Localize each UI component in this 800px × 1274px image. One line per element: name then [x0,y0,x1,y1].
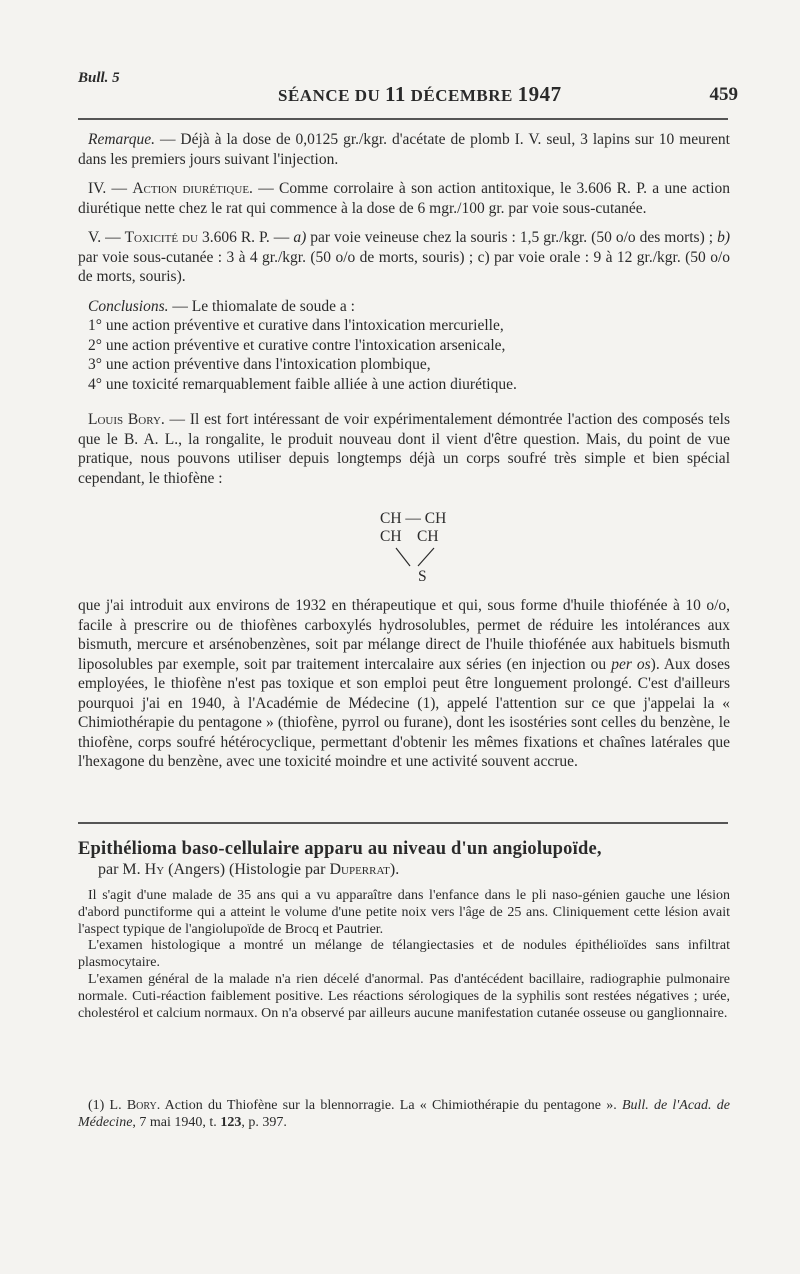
thiophene-formula [380,510,490,586]
page-number: 459 [709,84,738,105]
journal-label: Bull. 5 [78,70,120,86]
case-paragraph-3: L'examen général de la malade n'a rien décelé d'anormal. Pas d'antécédent bacillaire, radiographie pulmonaire normale. Cuti-réaction faiblement positive. Les réactions sérologiques de la syphilis sont restées négatives ; urée, cholestérol et calcium normaux. On n'a observé par ailleurs aucune manifestation cutanée osseuse ou ganglionnaire. [78,971,730,1021]
case-paragraph-2: L'examen histologique a montré un mélange de télangiectasies et de nodules épithélioïdes sans infiltrat plasmocytaire. [78,938,730,971]
article-title-block [78,838,730,880]
case-paragraph-1: Il s'agit d'une malade de 35 ans qui a vu apparaître dans l'enfance dans le pli naso-génien gauche une lésion d'abord punctiforme qui a atteint le volume d'une petite noix vers l'âge de 25 ans. Cliniquement cette lésion avait l'aspect typique de l'angiolupoïde de Brocq et Pautrier. [78,888,730,937]
formula-row-1: CH — CH [380,510,447,527]
conclusion-item: 3° une action préventive dans l'intoxication plombique, [88,356,431,373]
formula-sulfur: S [418,568,427,585]
seance-date: SÉANCE DU 11 DÉCEMBRE 1947 [278,82,562,106]
body-bory-2 [78,596,730,782]
formula-row-2: CH CH [380,528,439,545]
section-v-paragraph: V. — Toxicité du 3.606 R. P. — a) par voie veineuse chez la souris : 1,5 gr./kgr. (50 o/o des morts) ; b) par voie sous-cutanée : 3 à 4 gr./kgr. (50 o/o de morts, souris) ; c) par voie orale : 9 à 12 gr./kgr. (50 o/o de morts, souris). [78,229,730,285]
section-iv-paragraph: IV. — Action diurétique. — Comme corrolaire à son action antitoxique, le 3.606 R. P. a une action diurétique nette chez le rat qui commence à la dose de 6 mgr./100 gr. par voie sous-cutanée. [78,180,730,217]
section-rule [78,822,728,824]
case-report [78,888,730,1022]
body-top [78,130,730,498]
bory-continuation: que j'ai introduit aux environs de 1932 en thérapeutique et qui, sous forme d'huile thiofénée à 10 o/o, facile à prescrire ou de thiofènes carboxylés hydrosolubles, permet de réduire les intolérances aux bismuth, mercure et arsénobenzènes, soit par mélange direct de l'huile thiofénée aux habituels bismuth liposolubles par exemple, soit par traitement intercalaire aux séries (en injection ou per os). Aux doses employées, le thiofène n'est pas toxique et son emploi peut être longuement prolongé. C'est d'ailleurs pourquoi j'ai en 1940, à l'Académie de Médecine (1), appelé l'attention sur ce que j'appelai la « Chimiothérapie du pentagone » (thiofène, pyrrol ou furane), dont les isostéries sont celles du benzène, le thiofène, corps soufré hétérocyclique, permettant d'obtenir les mêmes fixations et chaînes latérales que l'hexagone du benzène, avec une toxicité moindre et une activité souvent accrue. [78,597,731,770]
footnote-text: (1) L. Bory. Action du Thiofène sur la blennorragie. La « Chimiothérapie du pentagone ». Bull. de l'Acad. de Médecine, 7 mai 1940, t. 123, p. 397. [78,1098,730,1130]
conclusions-block [78,297,730,395]
conclusion-item: 2° une action préventive et curative contre l'intoxication arsenicale, [88,336,506,354]
formula-bonds [380,546,440,568]
conclusion-item: 4° une toxicité remarquablement faible alliée à une action diurétique. [88,375,517,393]
footnote [78,1098,730,1132]
article-byline: par M. Hy (Angers) (Histologie par Duperrat). [98,861,400,878]
running-head [78,70,738,106]
conclusions-intro: Conclusions. — Le thiomalate de soude a : [88,297,355,315]
article-title: Epithélioma baso-cellulaire apparu au niveau d'un angiolupoïde, [78,839,602,859]
conclusion-item: 1° une action préventive et curative dans l'intoxication mercurielle, [88,317,504,334]
remarque-paragraph: Remarque. — Déjà à la dose de 0,0125 gr./kgr. d'acétate de plomb I. V. seul, 3 lapins sur 10 meurent dans les premiers jours suivant l'injection. [78,131,730,168]
bory-paragraph: Louis Bory. — Il est fort intéressant de voir expérimentalement démontrée l'action des composés tels que le B. A. L., la rongalite, le produit nouveau dont il vient d'être question. Mais, du point de vue pratique, nous pouvons utiliser depuis longtemps déjà un corps soufré très simple et bien spécial cependant, le thiofène : [78,411,730,487]
header-rule [78,118,728,120]
